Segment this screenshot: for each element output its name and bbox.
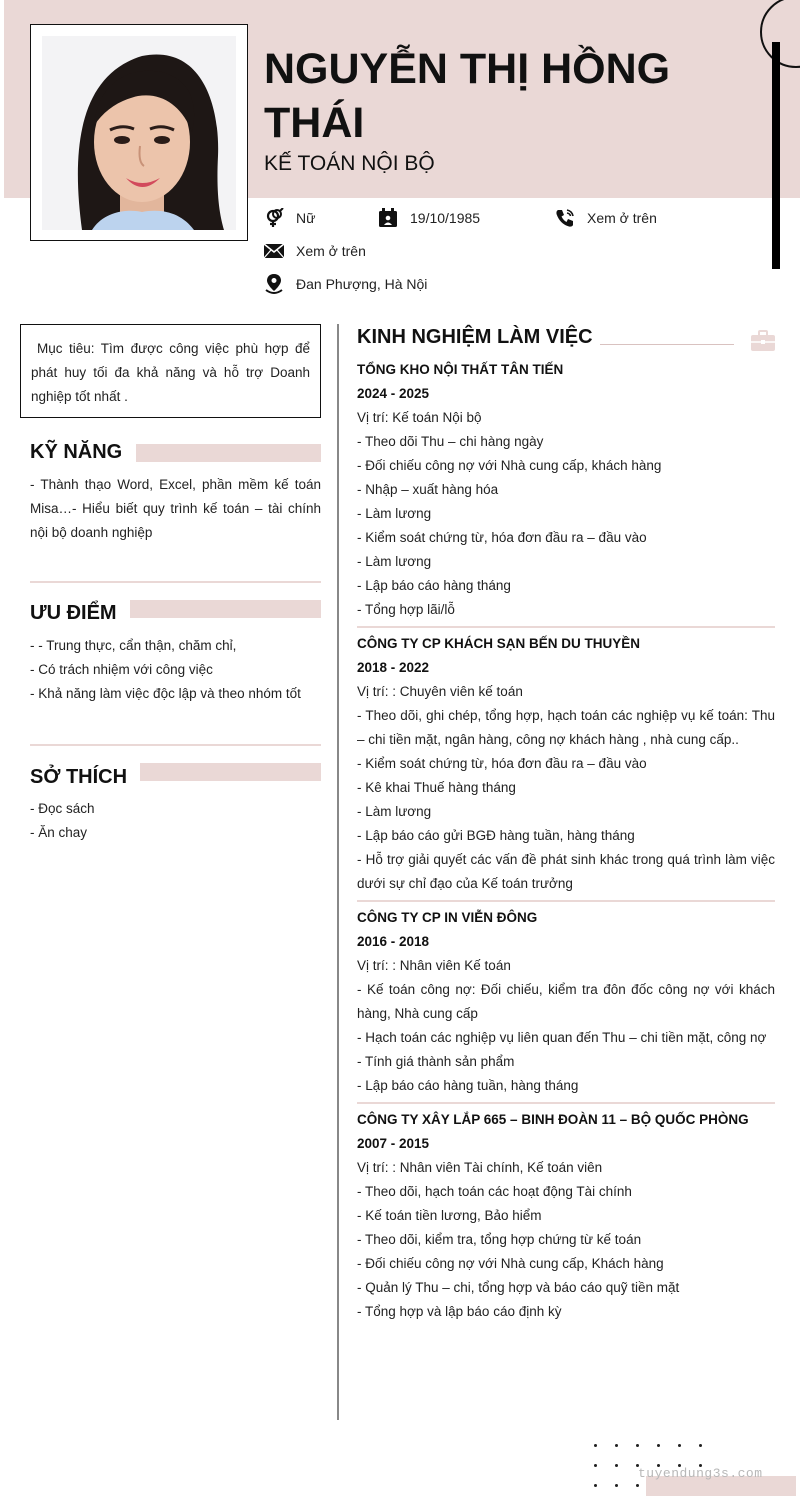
job-entry xyxy=(357,358,775,626)
job-detail-line: - Nhập – xuất hàng hóa xyxy=(357,482,499,497)
job-detail-line: Vị trí: Kế toán Nội bộ xyxy=(357,410,482,425)
phone-icon xyxy=(555,208,575,228)
job-entry xyxy=(357,1102,775,1328)
section-divider xyxy=(30,581,321,583)
decorative-vertical-bar xyxy=(772,42,780,269)
decorative-dot xyxy=(636,1444,639,1447)
birthdate-value: 19/10/1985 xyxy=(410,210,481,226)
email-value: Xem ở trên xyxy=(296,243,366,259)
decorative-dot xyxy=(699,1444,702,1447)
decorative-dot xyxy=(615,1464,618,1467)
hobbies-heading-bar xyxy=(140,763,321,781)
job-detail-line: - Lập báo cáo gửi BGĐ hàng tuần, hàng tháng xyxy=(357,828,635,843)
strengths-list xyxy=(30,634,321,706)
hobbies-list xyxy=(30,797,321,845)
phone-value: Xem ở trên xyxy=(587,210,657,226)
job-detail-line: - Lập báo cáo hàng tuần, hàng tháng xyxy=(357,1078,579,1093)
job-detail-line: - Hỗ trợ giải quyết các vấn đề phát sinh khác trong quá trình làm việc dưới sự chỉ đạo của Kế toán trưởng xyxy=(357,852,775,891)
gender-icon xyxy=(264,208,284,228)
job-detail-line: - Theo dõi Thu – chi hàng ngày xyxy=(357,434,544,449)
job-company: CÔNG TY CP KHÁCH SẠN BẾN DU THUYỀN xyxy=(357,636,641,651)
job-detail-line: Vị trí: : Chuyên viên kế toán xyxy=(357,684,523,699)
address-value: Đan Phượng, Hà Nội xyxy=(296,276,428,292)
job-detail-line: - Theo dõi, kiểm tra, tổng hợp chứng từ kế toán xyxy=(357,1232,642,1247)
hobbies-heading: SỞ THÍCH xyxy=(30,766,128,788)
briefcase-icon xyxy=(750,330,776,357)
column-divider xyxy=(337,324,339,1420)
job-detail-line: - Đối chiếu công nợ với Nhà cung cấp, khách hàng xyxy=(357,458,662,473)
skills-heading-bar xyxy=(136,444,321,462)
list-item: - Khả năng làm việc độc lập và theo nhóm tốt xyxy=(30,686,301,701)
job-detail-line: - Làm lương xyxy=(357,804,432,819)
experience-heading-line xyxy=(600,344,734,345)
skills-text: - Thành thạo Word, Excel, phần mềm kế toán Misa…- Hiểu biết quy trình kế toán – tài chính nội bộ doanh nghiệp xyxy=(30,477,321,540)
gender-value: Nữ xyxy=(296,210,316,226)
experience-list xyxy=(357,358,775,1328)
job-detail-line: - Theo dõi, hạch toán các hoạt động Tài chính xyxy=(357,1184,632,1199)
strengths-heading-bar xyxy=(130,600,321,618)
job-period: 2024 - 2025 xyxy=(357,386,430,401)
list-item: - Ăn chay xyxy=(30,825,88,840)
decorative-dot xyxy=(615,1444,618,1447)
job-company: CÔNG TY CP IN VIỄN ĐÔNG xyxy=(357,910,538,925)
job-detail-line: Vị trí: : Nhân viên Kế toán xyxy=(357,958,511,973)
job-detail-line: - Theo dõi, ghi chép, tổng hợp, hạch toán các nghiệp vụ kế toán: Thu – chi tiền mặt, ngân hàng, công nợ khách hàng , nhà cung cấp.. xyxy=(357,708,775,747)
job-detail-line: - Kê khai Thuế hàng tháng xyxy=(357,780,516,795)
location-icon xyxy=(264,274,284,294)
address-row xyxy=(264,274,427,294)
birthdate-row xyxy=(378,208,480,228)
job-detail-line: - Làm lương xyxy=(357,554,432,569)
job-detail-line: - Kế toán công nợ: Đối chiếu, kiểm tra đôn đốc công nợ với khách hàng, Nhà cung cấp xyxy=(357,982,775,1021)
job-entry xyxy=(357,626,775,900)
decorative-dot xyxy=(594,1484,597,1487)
decorative-dot xyxy=(678,1444,681,1447)
decorative-dot xyxy=(594,1464,597,1467)
job-company: CÔNG TY XÂY LẮP 665 – BINH ĐOÀN 11 – BỘ QUỐC PHÒNG xyxy=(357,1112,749,1127)
job-period: 2007 - 2015 xyxy=(357,1136,430,1151)
job-detail-line: - Kiểm soát chứng từ, hóa đơn đầu ra – đầu vào xyxy=(357,756,647,771)
watermark: tuyendung3s.com xyxy=(638,1466,763,1481)
job-entry xyxy=(357,900,775,1102)
calendar-icon xyxy=(378,208,398,228)
strengths-heading: ƯU ĐIỂM xyxy=(30,602,117,624)
experience-heading: KINH NGHIỆM LÀM VIỆC xyxy=(357,326,593,348)
objective-box: Mục tiêu: Tìm được công việc phù hợp để phát huy tối đa khả năng và hỗ trợ Doanh nghiệp tốt nhất . xyxy=(20,324,321,418)
gender-row xyxy=(264,208,315,228)
job-period: 2016 - 2018 xyxy=(357,934,430,949)
job-company: TỔNG KHO NỘI THẤT TÂN TIẾN xyxy=(357,362,564,377)
list-item: - Đọc sách xyxy=(30,801,95,816)
decorative-dot xyxy=(594,1444,597,1447)
list-item: - Có trách nhiệm với công việc xyxy=(30,662,213,677)
job-detail-line: - Quản lý Thu – chi, tổng hợp và báo cáo quỹ tiền mặt xyxy=(357,1280,680,1295)
job-period: 2018 - 2022 xyxy=(357,660,430,675)
job-detail-line: - Kế toán tiền lương, Bảo hiểm xyxy=(357,1208,542,1223)
job-detail-line: - Lập báo cáo hàng tháng xyxy=(357,578,511,593)
job-detail-line: - Tính giá thành sản phẩm xyxy=(357,1054,515,1069)
section-divider xyxy=(30,744,321,746)
phone-row xyxy=(555,208,657,228)
decorative-dot xyxy=(657,1444,660,1447)
skills-heading: KỸ NĂNG xyxy=(30,441,123,463)
job-title: KẾ TOÁN NỘI BỘ xyxy=(264,152,435,175)
decorative-dot xyxy=(636,1484,639,1487)
avatar xyxy=(42,36,236,230)
job-detail-line: - Tổng hợp và lập báo cáo định kỳ xyxy=(357,1304,562,1319)
job-detail-line: Vị trí: : Nhân viên Tài chính, Kế toán viên xyxy=(357,1160,603,1175)
candidate-name: NGUYỄN THỊ HỒNG THÁI xyxy=(264,45,671,147)
job-detail-line: - Đối chiếu công nợ với Nhà cung cấp, Khách hàng xyxy=(357,1256,664,1271)
email-row xyxy=(264,241,366,261)
job-detail-line: - Làm lương xyxy=(357,506,432,521)
job-detail-line: - Kiểm soát chứng từ, hóa đơn đầu ra – đầu vào xyxy=(357,530,647,545)
job-detail-line: - Hạch toán các nghiệp vụ liên quan đến Thu – chi tiền mặt, công nợ xyxy=(357,1030,767,1045)
job-detail-line: - Tổng hợp lãi/lỗ xyxy=(357,602,455,617)
list-item: - - Trung thực, cẩn thận, chăm chỉ, xyxy=(30,638,237,653)
mail-icon xyxy=(264,241,284,261)
decorative-dot xyxy=(615,1484,618,1487)
